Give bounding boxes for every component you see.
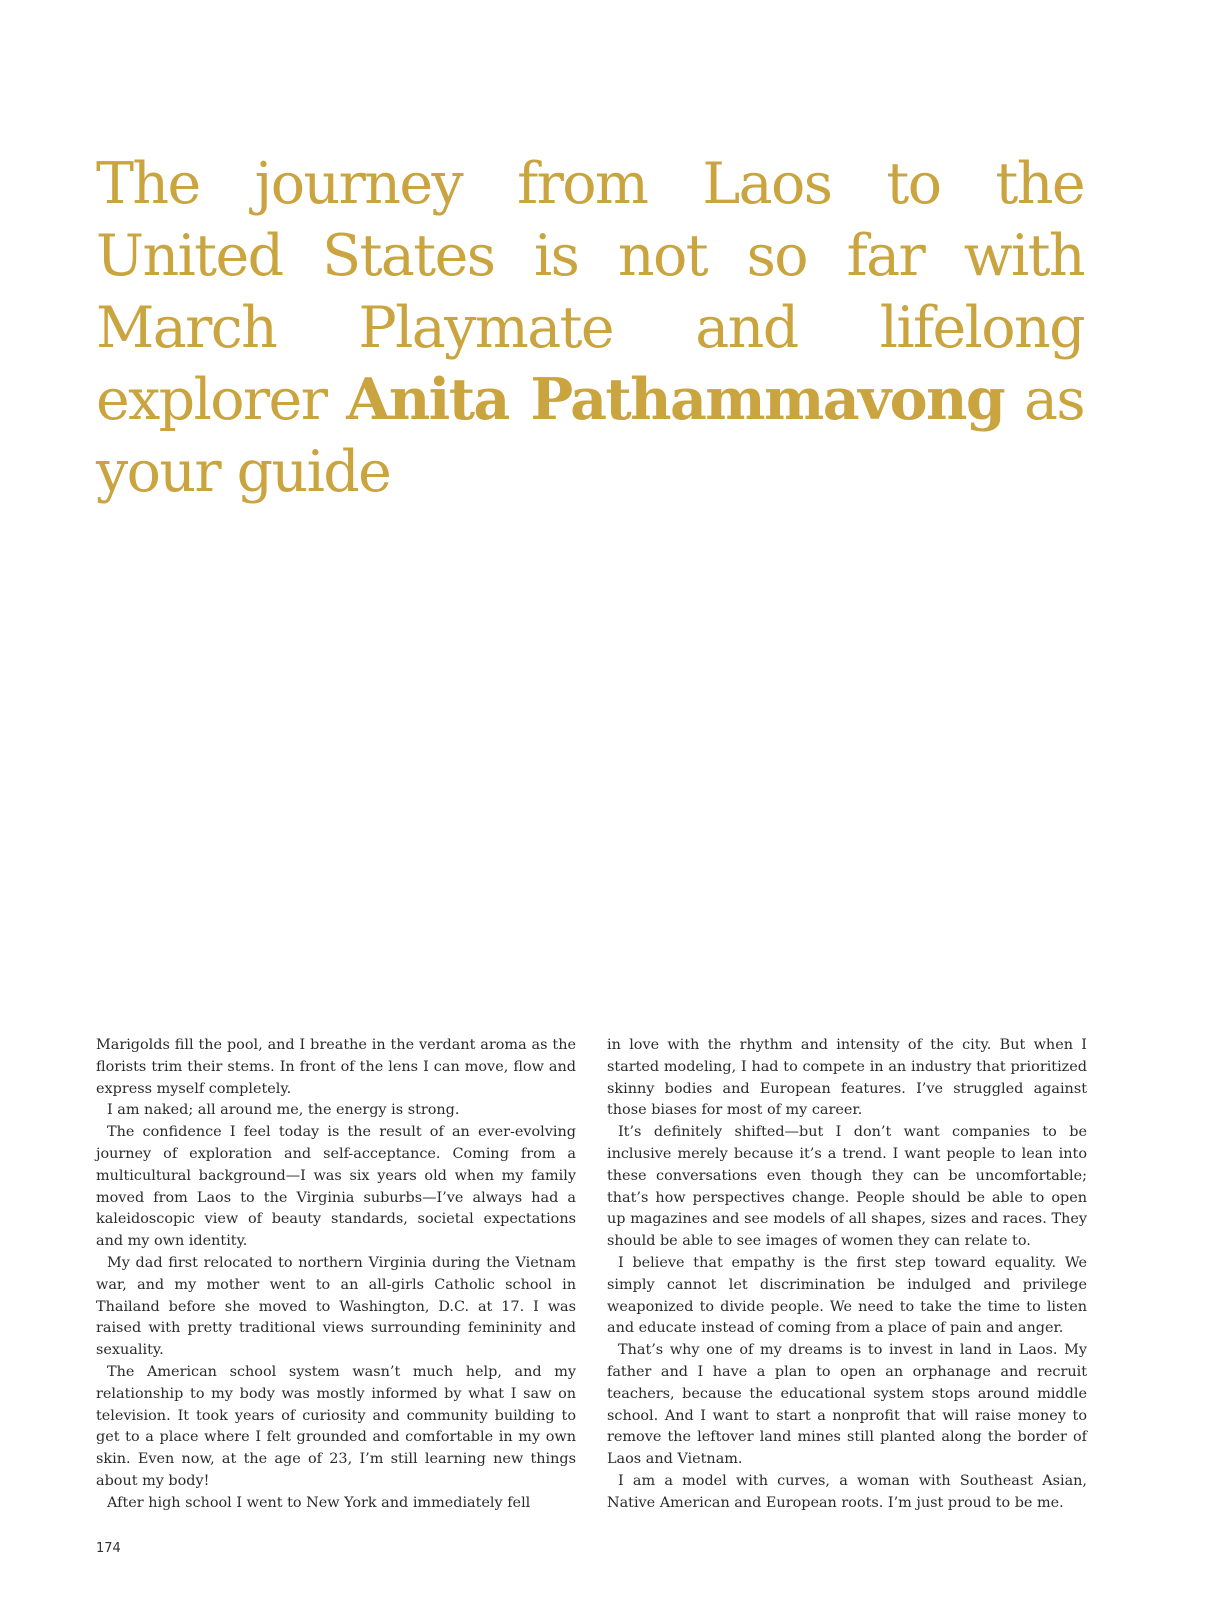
body-paragraph: Marigolds fill the pool, and I breathe in the verdant aroma as the florists trim their stems. In front of the lens I can move, flow and express myself completely.	[96, 1037, 576, 1097]
page-number: 174	[96, 1541, 121, 1556]
body-paragraph: in love with the rhythm and intensity of the city. But when I started modeling, I had to compete in an industry that prioritized skinny bodies and European features. I’ve struggled against those biases for most of my career.	[607, 1037, 1087, 1119]
body-column-left	[96, 1035, 576, 1515]
headline-tail: as your guide	[96, 367, 1084, 505]
body-paragraph: It’s definitely shifted—but I don’t want companies to be inclusive merely because it’s a trend. I want people to lean into these conversations even though they can be uncomfortable; that’s how perspectives change. People should be able to open up magazines and see models of all shapes, sizes and races. They should be able to see images of women they can relate to.	[607, 1124, 1087, 1250]
body-paragraph: I am a model with curves, a woman with Southeast Asian, Native American and European roots. I’m just proud to be me.	[607, 1472, 1087, 1511]
headline-playmate-name: Anita Pathammavong	[346, 366, 1005, 433]
body-paragraph: My dad first relocated to northern Virginia during the Vietnam war, and my mother went to an all-girls Catholic school in Thailand before she moved to Washington, D.C. at 17. I was raised with pretty traditional views surrounding femininity and sexuality.	[96, 1254, 576, 1359]
body-paragraph: I am naked; all around me, the energy is strong.	[107, 1102, 460, 1119]
body-paragraph: The American school system wasn’t much help, and my relationship to my body was mostly informed by what I saw on television. It took years of curiosity and community building to get to a place where I felt grounded and comfortable in my own skin. Even now, at the age of 23, I’m still learning new things about my body!	[96, 1363, 576, 1489]
body-paragraph: That’s why one of my dreams is to invest in land in Laos. My father and I have a plan to open an orphanage and recruit teachers, because the educational system stops around middle school. And I want to start a nonprofit that will raise money to remove the leftover land mines still planted along the border of Laos and Vietnam.	[607, 1342, 1087, 1468]
body-paragraph: The confidence I feel today is the result of an ever-evolving journey of exploration and self-acceptance. Coming from a multicultural background—I was six years old when my family moved from Laos to the Virginia suburbs—I’ve always had a kaleidoscopic view of beauty standards, societal expectations and my own identity.	[96, 1124, 576, 1250]
headline-lead: The journey from Laos to the United States is not so far with March Playmate and lifelong explorer	[96, 151, 1084, 433]
body-paragraph: I believe that empathy is the first step toward equality. We simply cannot let discrimination be indulged and privilege weaponized to divide people. We need to take the time to listen and educate instead of coming from a place of pain and anger.	[607, 1254, 1087, 1337]
body-paragraph: After high school I went to New York and immediately fell	[107, 1494, 531, 1511]
article-headline	[96, 148, 1084, 508]
body-column-right	[607, 1035, 1087, 1515]
